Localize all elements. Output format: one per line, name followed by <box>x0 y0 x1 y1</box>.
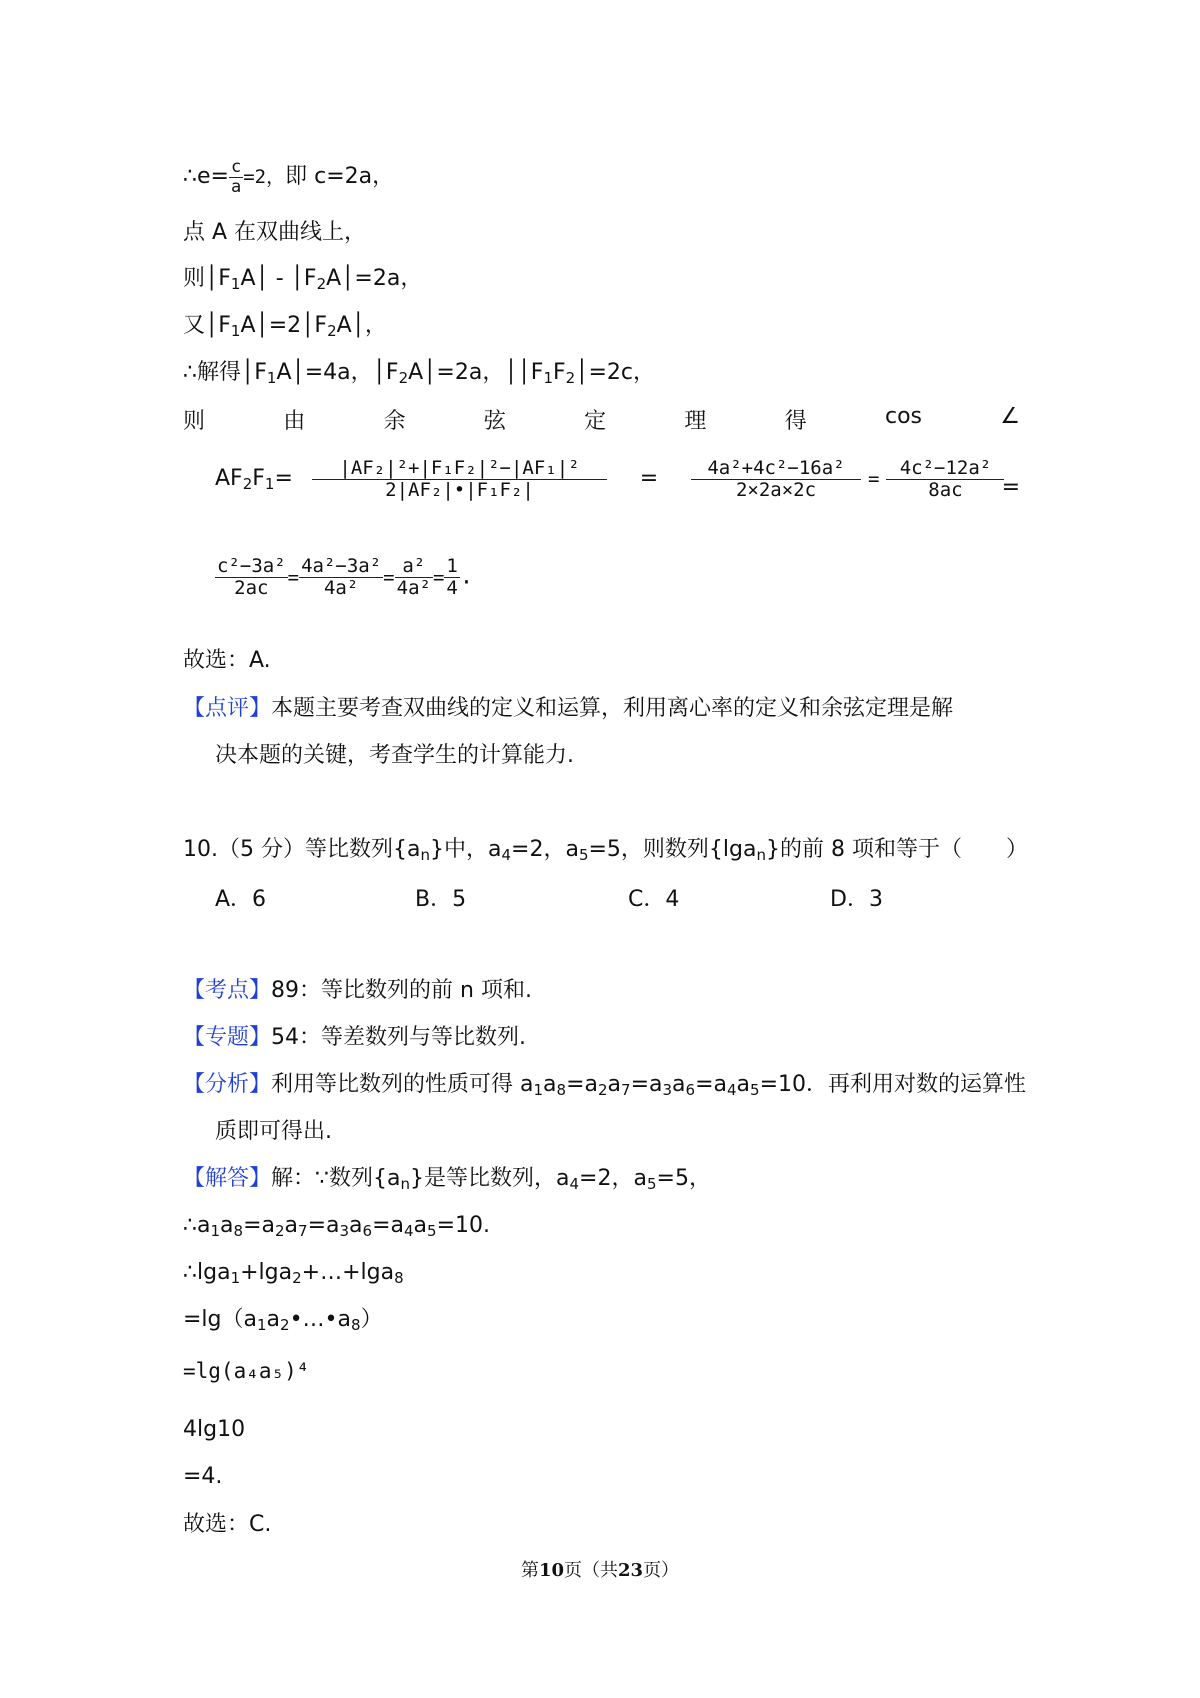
equals-sign: = <box>1001 475 1020 500</box>
text: A│=4a，│F <box>276 360 399 385</box>
word: ∠ <box>1000 404 1020 429</box>
text: +…+lga <box>301 1260 395 1285</box>
text: AF <box>215 466 243 492</box>
page-footer <box>0 1556 1200 1582</box>
fraction-g1 <box>215 556 288 599</box>
numerator: 4a²−3a² <box>301 555 382 577</box>
text: ） <box>360 1307 383 1332</box>
subscript: 1 <box>266 369 277 387</box>
index-product: $_1a_8=a_2a_7=a_3a_6=a_4a_5$ <box>210 1213 437 1240</box>
option-d: D．3 <box>830 887 883 912</box>
word: 得 <box>784 409 807 434</box>
zhuanti-tag: 【专题】 <box>183 1025 272 1050</box>
angle-label <box>215 464 305 494</box>
product-line <box>183 1211 490 1241</box>
page-number: 10 <box>538 1560 564 1581</box>
subscript: n <box>400 1175 411 1193</box>
text: ∴lga <box>183 1260 231 1285</box>
jieda-tag: 【解答】 <box>183 1166 272 1191</box>
subscript: 2 <box>398 369 409 387</box>
text: =2，a <box>579 1166 647 1191</box>
total-pages: 23 <box>618 1560 644 1581</box>
kaodian-line <box>183 976 532 1006</box>
subscript: n <box>756 846 766 864</box>
subscript: 2 <box>565 369 576 387</box>
option-b: B．5 <box>415 887 467 912</box>
subscript: 4 <box>501 846 512 864</box>
text: A│=2│F <box>240 313 328 338</box>
word: 则 <box>183 409 206 434</box>
equals-sign: = <box>383 566 395 589</box>
equals-sign: = <box>639 466 659 492</box>
fraction-c-over-a <box>229 158 243 196</box>
text: 10.（5 分）等比数列{a <box>183 837 421 862</box>
text: =2，a <box>511 837 579 862</box>
equals-sign: = <box>868 468 880 491</box>
text: A│=2a， <box>326 266 423 291</box>
text: A│=2a，││F <box>408 360 544 385</box>
equals-sign: = <box>287 566 300 589</box>
word: 由 <box>283 409 306 434</box>
text: A│ - │F <box>240 266 317 291</box>
numerator: 1 <box>446 555 458 577</box>
word: 弦 <box>483 409 506 434</box>
denominator: a <box>230 176 242 197</box>
question-10-stem <box>183 835 1028 865</box>
text: }是等比数列，a <box>410 1166 570 1191</box>
kaodian-tag: 【考点】 <box>183 978 272 1003</box>
text: =10. <box>436 1213 490 1238</box>
sum-line: ∴lga$_1$+lga$_2$+…+lga$_8$ <box>183 1260 404 1287</box>
word: 余 <box>383 409 406 434</box>
option-c: C．4 <box>628 887 680 912</box>
answer-9: 故选：A. <box>183 648 271 673</box>
jieda-line <box>183 1164 711 1194</box>
comment-text: 本题主要考查双曲线的定义和运算，利用离心率的定义和余弦定理是解 <box>271 696 954 721</box>
denominator: 4a² <box>396 576 431 599</box>
text: ∴解得│F <box>183 360 267 385</box>
subscript: 1 <box>257 1316 267 1334</box>
fenxi-line <box>183 1070 1026 1100</box>
subscript: 2 <box>280 1316 290 1334</box>
text: 即 c=2a， <box>285 164 395 190</box>
subscript: n <box>420 846 430 864</box>
equals-sign: = <box>432 566 445 589</box>
lg-product-line: $=\lg(a_1a_2•\dots•a_8)$ <box>183 1307 383 1334</box>
cosine-law-line <box>183 404 1020 435</box>
subscript: 5 <box>646 1175 657 1193</box>
subscript: 1 <box>230 275 241 293</box>
numerator: c²−3a² <box>217 555 286 577</box>
text: A│， <box>336 313 387 338</box>
subscript: 1 <box>230 1269 241 1287</box>
index-product: $_1a_8=a_2a_7=a_3a_6=a_4a_5$ <box>533 1072 760 1099</box>
denominator: 2ac <box>234 576 269 599</box>
denominator: 2|AF₂|•|F₁F₂| <box>385 478 534 501</box>
text: ∴e= <box>183 164 229 190</box>
subscript: 1 <box>264 475 275 494</box>
solve-line <box>183 358 655 388</box>
comment-text-cont: 决本题的关键，考查学生的计算能力. <box>215 743 574 768</box>
subscript: 1 <box>230 322 241 340</box>
numerator: 4c²−12a² <box>886 458 1004 480</box>
numerator: a² <box>395 556 433 578</box>
lg10-line: 4lg10 <box>183 1417 246 1442</box>
answer-10: 故选：C. <box>183 1512 272 1537</box>
text: │=2c， <box>575 360 655 385</box>
text: 54：等差数列与等比数列. <box>271 1025 527 1050</box>
fraction-g3 <box>395 556 433 599</box>
lg-a4a5-line: =lg(a₄a₅)⁴ <box>183 1359 310 1383</box>
text: 89：等比数列的前 n 项和. <box>271 978 532 1003</box>
subscript: 4 <box>569 1175 580 1193</box>
comment-section <box>183 694 953 724</box>
denominator: 4 <box>446 576 458 599</box>
definition-line <box>183 264 422 294</box>
text: F <box>252 466 265 492</box>
fenxi-tag: 【分析】 <box>183 1072 272 1097</box>
cosine-fraction-3 <box>886 458 1004 501</box>
numerator: 4a²+4c²−16a² <box>691 458 861 480</box>
text: a <box>266 1307 281 1332</box>
zhuanti-line <box>183 1023 526 1053</box>
word: cos <box>884 404 922 429</box>
text: = <box>274 466 293 492</box>
point-a-line: 点 A 在双曲线上， <box>183 220 367 245</box>
word: 理 <box>684 409 707 434</box>
text: 页） <box>643 1560 680 1581</box>
fenxi-cont: 质即可得出. <box>215 1119 332 1144</box>
subscript: 2 <box>316 275 327 293</box>
comment-tag: 【点评】 <box>183 696 272 721</box>
text: 则│F <box>183 266 231 291</box>
result-line: =4. <box>183 1464 223 1489</box>
cosine-formula-line-1 <box>215 458 1020 501</box>
denominator: 4a² <box>323 576 359 599</box>
fraction-one-quarter <box>444 556 459 599</box>
text: =5， <box>656 1166 711 1191</box>
fraction-g2 <box>299 556 383 599</box>
cosine-fraction-1 <box>312 458 607 501</box>
text: ∴a <box>183 1213 211 1238</box>
subscript: 2 <box>327 322 337 340</box>
numerator: |AF₂|²+|F₁F₂|²−|AF₁|² <box>312 458 607 480</box>
cosine-fraction-2 <box>691 458 861 501</box>
text: +lga <box>240 1260 293 1285</box>
subscript: 1 <box>543 369 554 387</box>
subscript: 5 <box>578 846 589 864</box>
denominator: 2×2a×2c <box>735 478 817 501</box>
text: 页（共 <box>564 1560 618 1581</box>
text: }的前 8 项和等于（ ） <box>766 837 1028 862</box>
option-a: A．6 <box>215 887 267 912</box>
text: 解：∵数列{a <box>271 1166 401 1191</box>
eccentricity-line <box>183 158 394 196</box>
cosine-formula-line-2 <box>215 556 473 599</box>
text: =10．再利用对数的运算性 <box>759 1072 1027 1097</box>
text: =lg（a <box>183 1307 257 1332</box>
subscript: 2 <box>242 475 253 494</box>
text: 又│F <box>183 313 231 338</box>
period: . <box>459 564 474 590</box>
text: 利用等比数列的性质可得 a <box>271 1072 534 1097</box>
word: 定 <box>584 409 607 434</box>
ratio-line <box>183 311 387 341</box>
subscript: 2 <box>292 1269 302 1287</box>
denominator: 8ac <box>928 478 963 501</box>
text: =5，则数列{lga <box>588 837 757 862</box>
text: }中，a <box>429 837 502 862</box>
text: =2， <box>243 166 286 189</box>
numerator: c <box>230 157 242 177</box>
text: •…•a <box>289 1307 352 1332</box>
text: 第 <box>520 1560 539 1581</box>
text: F <box>553 360 566 385</box>
